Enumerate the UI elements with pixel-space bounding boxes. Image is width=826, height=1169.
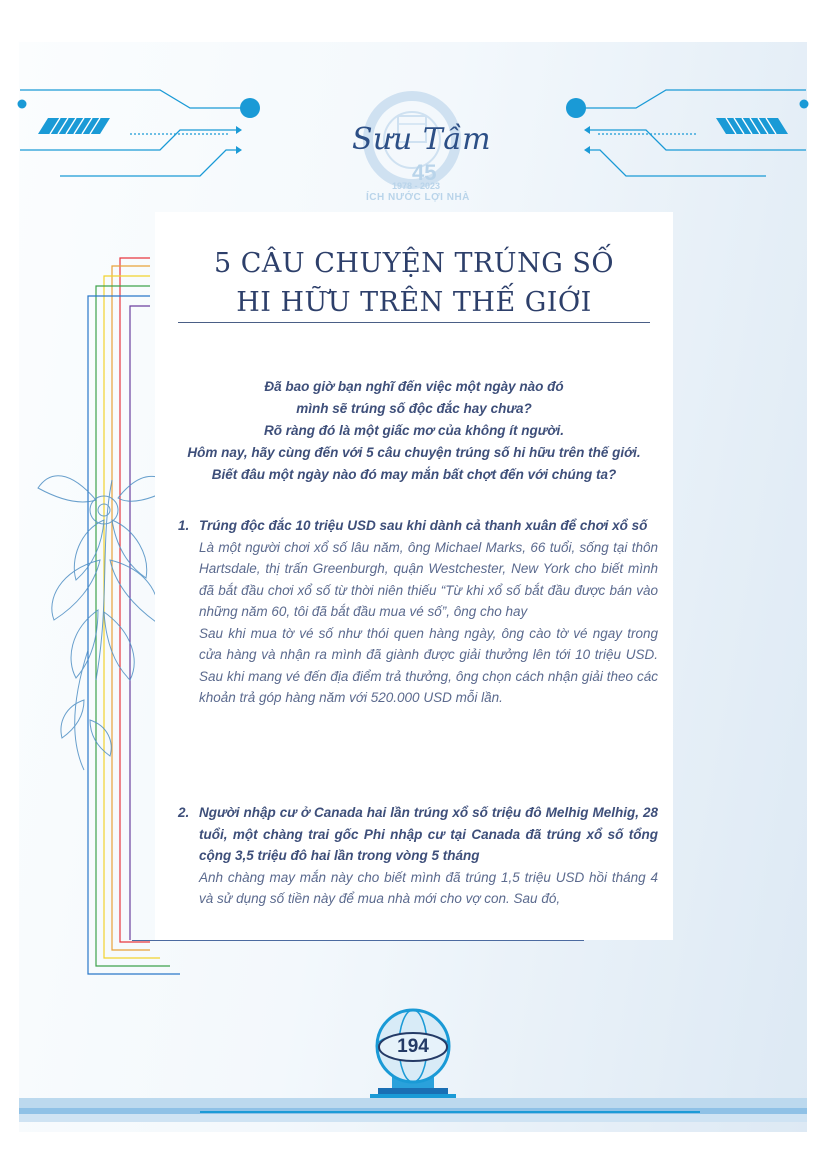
- section-heading: Người nhập cư ở Canada hai lần trúng xổ số triệu đô Melhig Melhig, 28 tuổi, một chàng trai gốc Phi nhập cư tại Canada đã trúng xổ số tổng cộng 3,5 triệu đô hai lần trong vòng 5 tháng: [199, 805, 658, 863]
- section-paragraph: Sau khi mua tờ vé số như thói quen hàng ngày, ông cào tờ vé ngay trong cửa hàng và nhận ra mình đã giành được giải thưởng lên tới 10 triệu USD. Sau khi mang vé đến địa điểm trả thưởng, ông chọn cách nhận giải theo các khoản trả góp hàng năm với 520.000 USD mỗi lần.: [199, 625, 658, 705]
- section-body: [199, 867, 658, 910]
- title-line: HI HỮU TRÊN THẾ GIỚI: [236, 287, 592, 318]
- section-paragraph: Anh chàng may mắn này cho biết mình đã trúng 1,5 triệu USD hồi tháng 4 và sử dụng số tiền này để mua nhà mới cho vợ con. Sau đó,: [199, 869, 658, 906]
- floral-illustration: [38, 476, 172, 770]
- intro-line: Hôm nay, hãy cùng đến với 5 câu chuyện trúng số hi hữu trên thế giới.: [187, 445, 641, 460]
- intro-line: mình sẽ trúng số độc đắc hay chưa?: [296, 401, 532, 416]
- title-divider: [178, 322, 650, 323]
- logo-anniversary-number: 45: [412, 160, 437, 185]
- logo-years: 1978 - 2023: [392, 181, 441, 191]
- page-number: 194: [397, 1036, 429, 1057]
- article-title: [160, 244, 668, 322]
- article-intro: [160, 376, 668, 486]
- bottom-wave-band: [19, 1098, 807, 1122]
- logo-motto: ÍCH NƯỚC LỢI NHÀ: [366, 192, 470, 203]
- story-section-1: [178, 515, 658, 709]
- logo-wordmark: Sưu Tầm: [352, 122, 492, 157]
- intro-line: Đã bao giờ bạn nghĩ đến việc một ngày nào đó: [264, 379, 564, 394]
- title-line: 5 CÂU CHUYỆN TRÚNG SỐ: [214, 248, 614, 279]
- right-dot-small: [800, 100, 809, 109]
- card-bottom-divider: [132, 940, 584, 941]
- story-section-2: [178, 802, 658, 910]
- intro-line: Rõ ràng đó là một giấc mơ của không ít người.: [263, 423, 565, 438]
- section-heading: Trúng độc đắc 10 triệu USD sau khi dành cả thanh xuân để chơi xổ số: [199, 518, 648, 533]
- left-dot-large: [240, 98, 260, 118]
- section-number: 1.: [178, 518, 190, 533]
- section-paragraph: Là một người chơi xổ số lâu năm, ông Michael Marks, 66 tuổi, sống tại thôn Hartsdale, thị trấn Greenburgh, quận Westchester, New York cho biết mình đã bắt đầu chơi xổ số từ thời niên thiếu “Từ khi xổ số bắt đầu được bán vào những năm 60, tôi đã bắt đầu mua vé số”, ông cho hay: [199, 539, 658, 619]
- section-body: [199, 537, 658, 709]
- intro-line: Biết đâu một ngày nào đó may mắn bất chợt đến với chúng ta?: [211, 467, 617, 482]
- left-dot-small: [18, 100, 27, 109]
- right-dot-large: [566, 98, 586, 118]
- section-number: 2.: [178, 805, 190, 820]
